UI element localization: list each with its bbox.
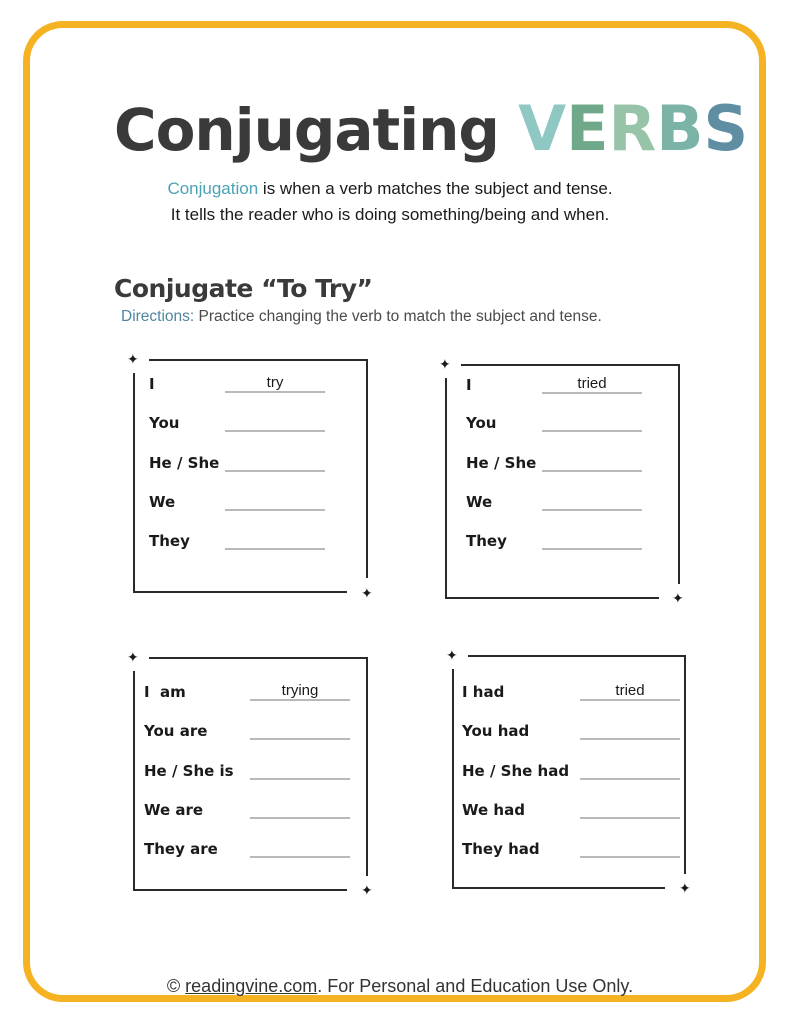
subject-label: You	[149, 414, 180, 432]
answer-blank[interactable]	[225, 430, 325, 432]
footer-rest: . For Personal and Education Use Only.	[317, 976, 634, 996]
box-border-bottom	[452, 887, 665, 889]
box-border-top	[149, 657, 367, 659]
conjugation-row	[133, 375, 367, 399]
subject-label: He / She	[466, 454, 537, 472]
footer	[0, 976, 800, 997]
page-title	[114, 92, 749, 165]
sparkle-icon: ✦	[361, 586, 373, 602]
subject-label: He / She	[149, 454, 220, 472]
subject-label: They are	[144, 840, 218, 858]
sparkle-icon: ✦	[361, 883, 373, 899]
answer-blank[interactable]	[542, 509, 642, 511]
answer-blank[interactable]	[580, 817, 680, 819]
directions-label: Directions:	[121, 308, 195, 325]
subject-label: We	[466, 493, 493, 511]
conjugation-box	[445, 364, 679, 598]
answer-blank[interactable]	[250, 699, 350, 701]
conjugation-row	[452, 840, 685, 864]
subject-label: I	[149, 375, 155, 393]
conjugation-row	[445, 493, 679, 517]
title-letter: R	[608, 92, 657, 165]
directions	[121, 308, 602, 326]
answer-blank[interactable]	[250, 778, 350, 780]
conjugation-row	[133, 532, 367, 556]
answer-blank[interactable]	[225, 509, 325, 511]
box-border-bottom	[133, 889, 347, 891]
intro-line-1-rest: is when a verb matches the subject and tense.	[258, 179, 613, 198]
answer-blank[interactable]	[580, 699, 680, 701]
footer-copyright: ©	[166, 976, 186, 996]
conjugation-row	[133, 414, 367, 438]
conjugation-row	[133, 762, 367, 786]
directions-text: Practice changing the verb to match the subject and tense.	[194, 308, 602, 325]
intro-line-1	[100, 176, 680, 202]
answer-text: try	[266, 374, 284, 391]
sparkle-icon: ✦	[446, 648, 458, 664]
box-border-left	[445, 378, 447, 598]
box-border-bottom	[445, 597, 659, 599]
conjugation-row	[452, 762, 685, 786]
title-part-2	[518, 92, 748, 165]
answer-text: trying	[281, 682, 319, 699]
conjugation-row	[452, 683, 685, 707]
conjugation-row	[452, 801, 685, 825]
footer-link[interactable]: readingvine.com	[185, 976, 318, 996]
answer-blank[interactable]	[250, 738, 350, 740]
subject-label: We	[149, 493, 176, 511]
subject-label: We are	[144, 801, 204, 819]
subject-label: I	[466, 376, 472, 394]
answer-blank[interactable]	[580, 778, 680, 780]
title-letter: S	[703, 92, 749, 165]
sparkle-icon: ✦	[439, 357, 451, 373]
conjugation-row	[445, 414, 679, 438]
conjugation-box	[133, 359, 367, 592]
subject-label: He / She had	[462, 762, 570, 780]
conjugation-box	[452, 655, 685, 888]
conjugation-row	[445, 532, 679, 556]
intro-term: Conjugation	[167, 179, 259, 198]
answer-blank[interactable]	[542, 392, 642, 394]
conjugation-row	[133, 722, 367, 746]
subject-label: They	[466, 532, 507, 550]
conjugation-row	[133, 801, 367, 825]
subject-label: You	[466, 414, 497, 432]
title-part-1: Conjugating	[114, 96, 499, 164]
conjugation-row	[445, 454, 679, 478]
answer-blank[interactable]	[580, 856, 680, 858]
sparkle-icon: ✦	[672, 591, 684, 607]
subject-label: You are	[144, 722, 208, 740]
subject-label: I am	[144, 683, 186, 701]
conjugation-row	[133, 683, 367, 707]
answer-blank[interactable]	[580, 738, 680, 740]
subject-label: He / She is	[144, 762, 234, 780]
answer-blank[interactable]	[225, 548, 325, 550]
answer-blank[interactable]	[225, 391, 325, 393]
conjugation-row	[133, 493, 367, 517]
answer-blank[interactable]	[225, 470, 325, 472]
answer-blank[interactable]	[542, 470, 642, 472]
box-border-top	[468, 655, 685, 657]
subject-label: They	[149, 532, 190, 550]
conjugation-row	[133, 840, 367, 864]
title-letter: V	[518, 92, 567, 165]
answer-blank[interactable]	[542, 430, 642, 432]
answer-text: tried	[577, 375, 607, 392]
box-border-left	[133, 373, 135, 592]
answer-text: tried	[615, 682, 645, 699]
answer-blank[interactable]	[250, 856, 350, 858]
box-border-top	[149, 359, 367, 361]
conjugation-row	[133, 454, 367, 478]
intro-line-2: It tells the reader who is doing something/being and when.	[170, 205, 610, 224]
subject-label: I had	[462, 683, 505, 701]
title-letter: B	[656, 92, 704, 165]
box-border-bottom	[133, 591, 347, 593]
answer-blank[interactable]	[250, 817, 350, 819]
conjugation-row	[445, 376, 679, 400]
box-border-top	[461, 364, 679, 366]
answer-blank[interactable]	[542, 548, 642, 550]
subject-label: We had	[462, 801, 525, 819]
subject-label: You had	[462, 722, 530, 740]
sparkle-icon: ✦	[127, 650, 139, 666]
section-heading: Conjugate “To Try”	[114, 274, 373, 303]
conjugation-row	[452, 722, 685, 746]
subject-label: They had	[462, 840, 540, 858]
title-letter: E	[566, 92, 609, 165]
sparkle-icon: ✦	[679, 881, 691, 897]
conjugation-box	[133, 657, 367, 890]
sparkle-icon: ✦	[127, 352, 139, 368]
